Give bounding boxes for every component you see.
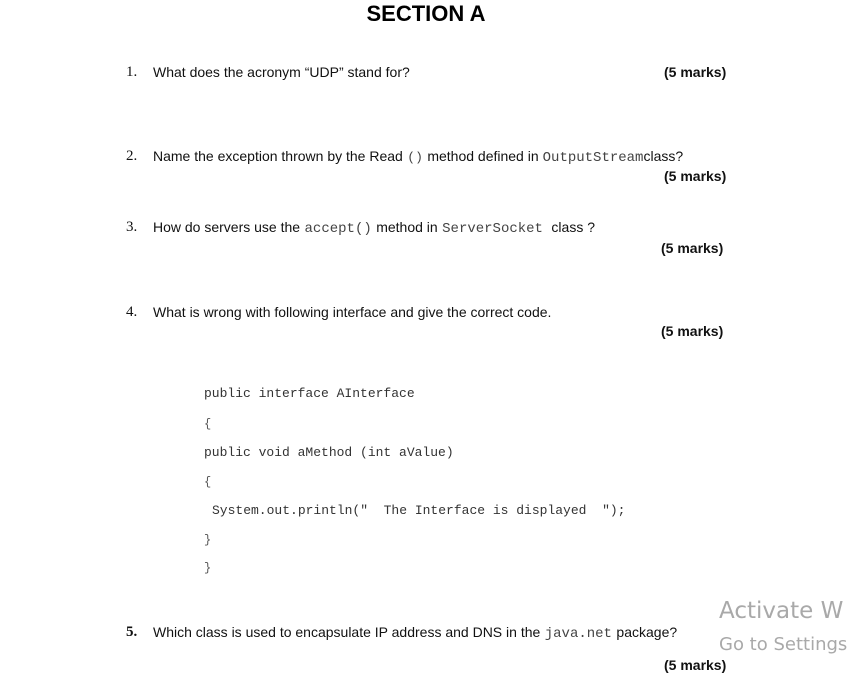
question-text-part: Name the exception thrown by the Read: [153, 148, 403, 164]
inline-code: (): [407, 150, 423, 165]
code-line: }: [204, 561, 212, 575]
code-line: System.out.println(" The Interface is displayed ");: [212, 503, 626, 518]
code-line: }: [204, 533, 212, 547]
activation-watermark-title: Activate W: [719, 598, 844, 624]
code-line: {: [204, 475, 212, 489]
marks-label: (5 marks): [661, 240, 724, 256]
marks-label: (5 marks): [664, 168, 727, 184]
question-text: What is wrong with following interface and give the correct code.: [153, 304, 552, 320]
question-number: 2.: [126, 148, 138, 164]
question-text: What does the acronym “UDP” stand for?: [153, 64, 410, 80]
question-number: 5.: [126, 624, 138, 640]
question-number: 1.: [126, 64, 138, 80]
question-text-part: method defined in: [427, 148, 539, 164]
question-text-part: Which class is used to encapsulate IP address and DNS in the: [153, 624, 541, 640]
question-text-part: class?: [643, 148, 684, 164]
activation-watermark-subtitle: Go to Settings: [719, 634, 847, 655]
question-text: [153, 148, 683, 166]
question-text-part: class ?: [551, 219, 595, 235]
question-number: 4.: [126, 304, 138, 320]
marks-label: (5 marks): [664, 657, 727, 673]
question-text: [153, 624, 677, 642]
inline-code: java.net: [544, 626, 612, 642]
page-title: SECTION A: [366, 1, 486, 26]
marks-label: (5 marks): [664, 64, 727, 80]
question-text-part: package?: [616, 624, 678, 640]
code-line: public interface AInterface: [204, 386, 415, 401]
code-line: {: [204, 417, 212, 431]
inline-code: accept(): [304, 221, 372, 237]
marks-label: (5 marks): [661, 323, 724, 339]
question-number: 3.: [126, 219, 138, 235]
question-text: [153, 219, 595, 237]
inline-code: ServerSocket: [442, 221, 543, 237]
inline-code: OutputStream: [542, 150, 644, 166]
code-line: public void aMethod (int aValue): [204, 445, 454, 460]
question-text-part: How do servers use the: [153, 219, 301, 235]
question-text-part: method in: [376, 219, 438, 235]
